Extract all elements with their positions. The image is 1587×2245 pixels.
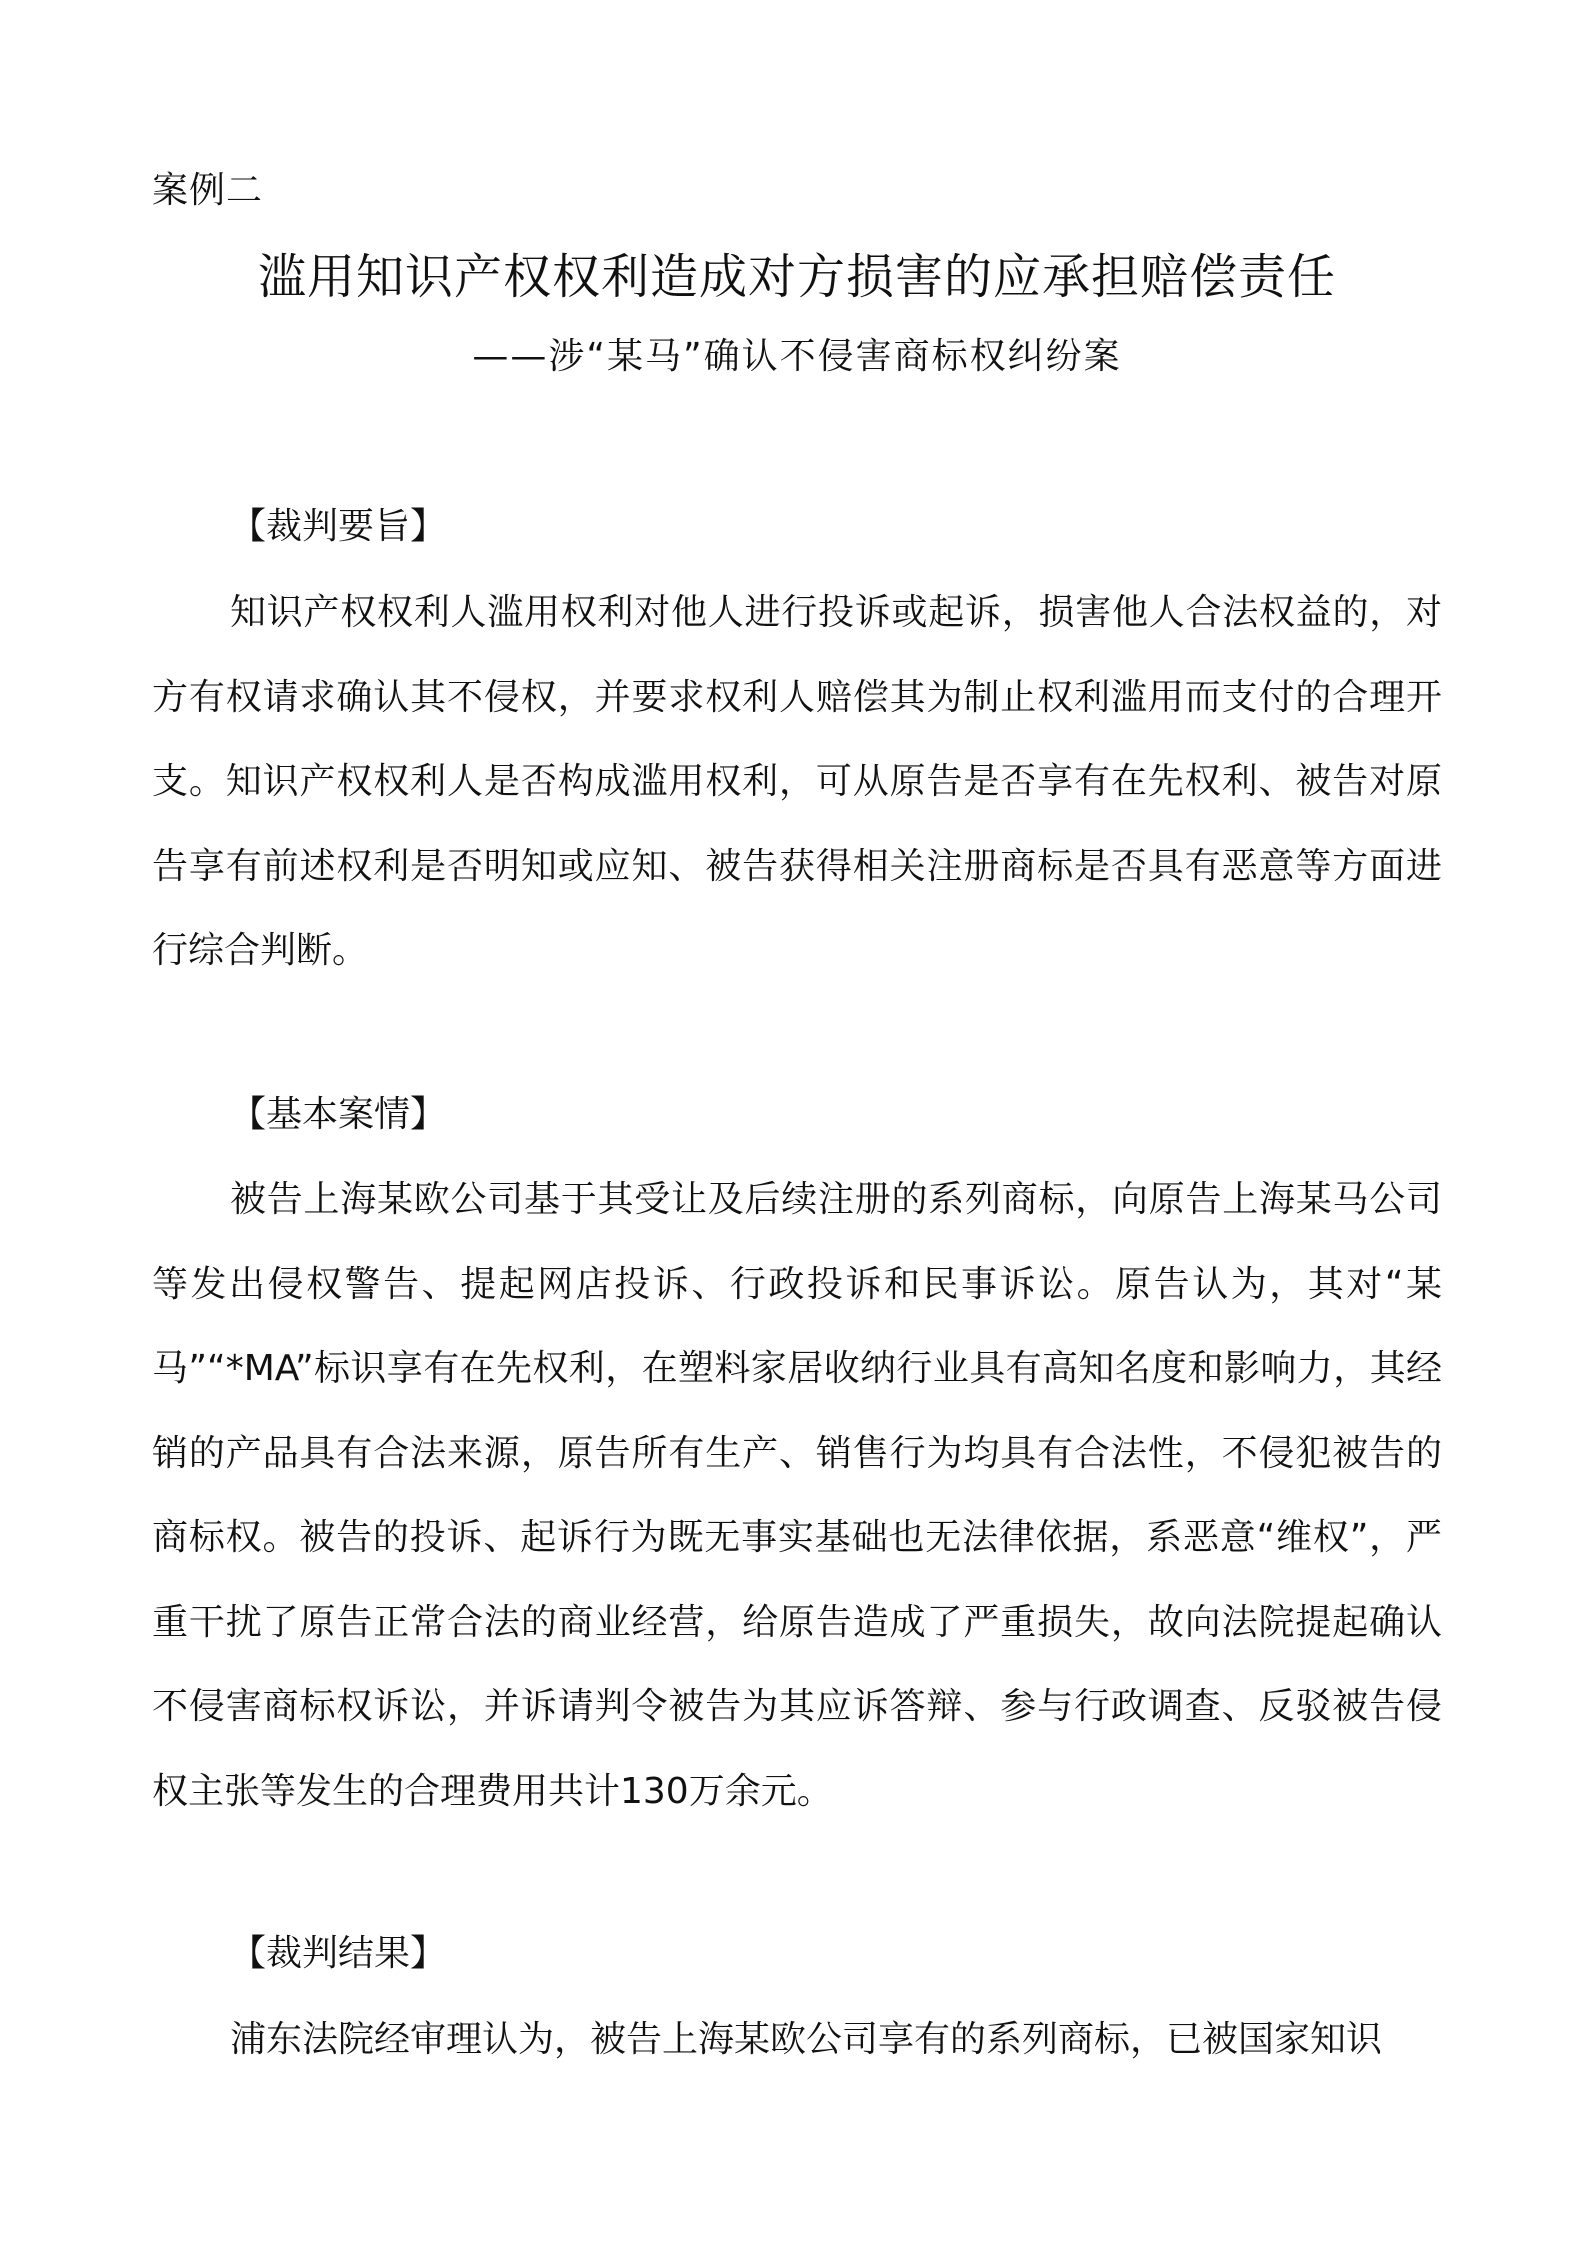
- case-label: 案例二: [152, 170, 264, 211]
- paragraph-judgment-result: 浦东法院经审理认为，被告上海某欧公司享有的系列商标，已被国家知识: [230, 2019, 1383, 2060]
- main-title: 滥用知识产权权利造成对方损害的应承担赔偿责任: [257, 249, 1336, 305]
- paragraph-basic-facts: 被告上海某欧公司基于其受让及后续注册的系列商标，向原告上海某马公司等发出侵权警告、提起网店投诉、行政投诉和民事诉讼。原告认为，其对“某马”“*MA”标识享有在先权利，在塑料家居收纳行业具有高知名度和影响力，其经销的产品具有合法来源，原告所有生产、销售行为均具有合法性，不侵犯被告的商标权。被告的投诉、起诉行为既无事实基础也无法律依据，系恶意“维权”，严重干扰了原告正常合法的商业经营，给原告造成了严重损失，故向法院提起确认不侵害商标权诉讼，并诉请判令被告为其应诉答辩、参与行政调查、反驳被告侵权主张等发生的合理费用共计130万余元。: [152, 1179, 1442, 1812]
- section-heading-judgment-gist: 【裁判要旨】: [230, 506, 447, 547]
- paragraph-judgment-gist: 知识产权权利人滥用权利对他人进行投诉或起诉，损害他人合法权益的，对方有权请求确认其不侵权，并要求权利人赔偿其为制止权利滥用而支付的合理开支。知识产权权利人是否构成滥用权利，可从原告是否享有在先权利、被告对原告享有前述权利是否明知或应知、被告获得相关注册商标是否具有恶意等方面进行综合判断。: [152, 592, 1442, 971]
- sub-title: ——涉“某马”确认不侵害商标权纠纷案: [472, 336, 1122, 377]
- section-heading-judgment-result: 【裁判结果】: [230, 1933, 447, 1974]
- section-heading-basic-facts: 【基本案情】: [230, 1094, 447, 1135]
